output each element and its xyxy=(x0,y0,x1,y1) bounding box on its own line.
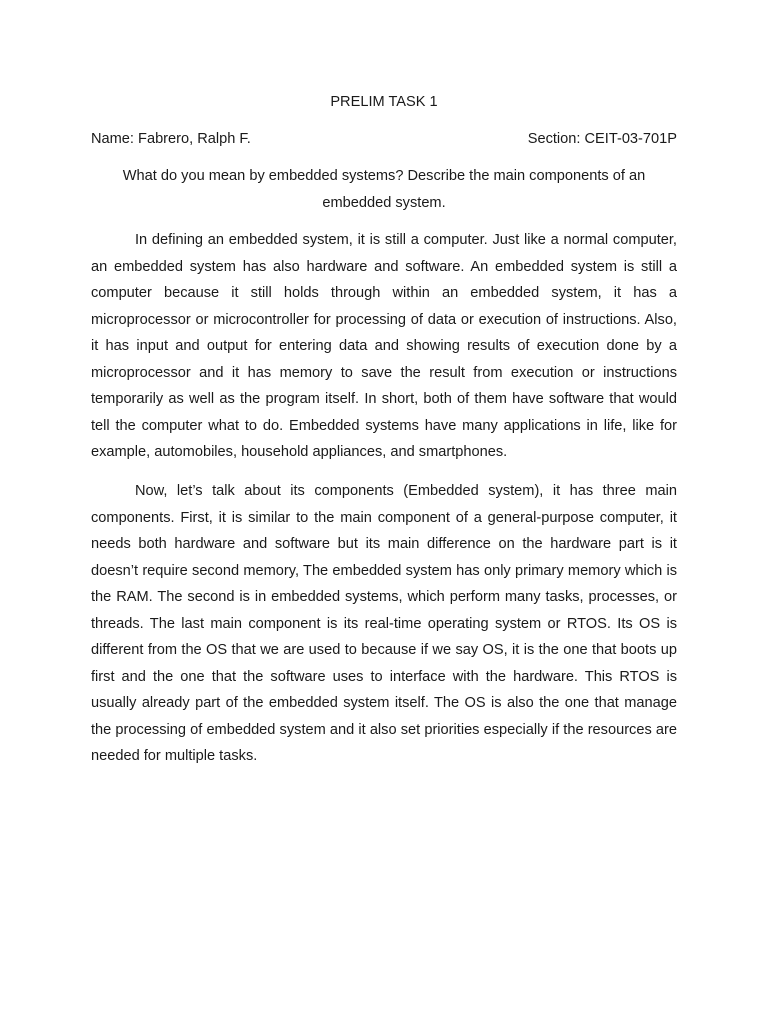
body-paragraph-1: In defining an embedded system, it is still a computer. Just like a normal computer, an embedded system has also hardware and software. An embedded system is still a computer because it still holds through within an embedded system, it has a microprocessor or microcontroller for processing of data or execution of instructions. Also, it has input and output for entering data and showing results of execution done by a microprocessor and it has memory to save the result from execution or instructions temporarily as well as the program itself. In short, both of them have software that would tell the computer what to do. Embedded systems have many applications in life, like for example, automobiles, household appliances, and smartphones. xyxy=(91,232,677,460)
question-text: What do you mean by embedded systems? Describe the main components of an embedded system. xyxy=(122,168,646,211)
section-label: Section: CEIT-03-701P xyxy=(527,131,677,147)
student-name: Name: Fabrero, Ralph F. xyxy=(91,131,251,147)
header-info-row xyxy=(91,130,677,148)
page-title: PRELIM TASK 1 xyxy=(330,94,438,110)
body-paragraph-2: Now, let’s talk about its components (Embedded system), it has three main components. First, it is similar to the main component of a general-purpose computer, it needs both hardware and software but its main difference on the hardware part is it doesn’t require second memory, The embedded system has only primary memory which is the RAM. The second is in embedded systems, which perform many tasks, processes, or threads. The last main component is its real-time operating system or RTOS. Its OS is different from the OS that we are used to because if we say OS, it is the one that boots up first and the one that the software uses to interface with the hardware. This RTOS is usually already part of the embedded system itself. The OS is also the one that manage the processing of embedded system and it also set priorities especially if the resources are needed for multiple tasks. xyxy=(91,483,677,764)
